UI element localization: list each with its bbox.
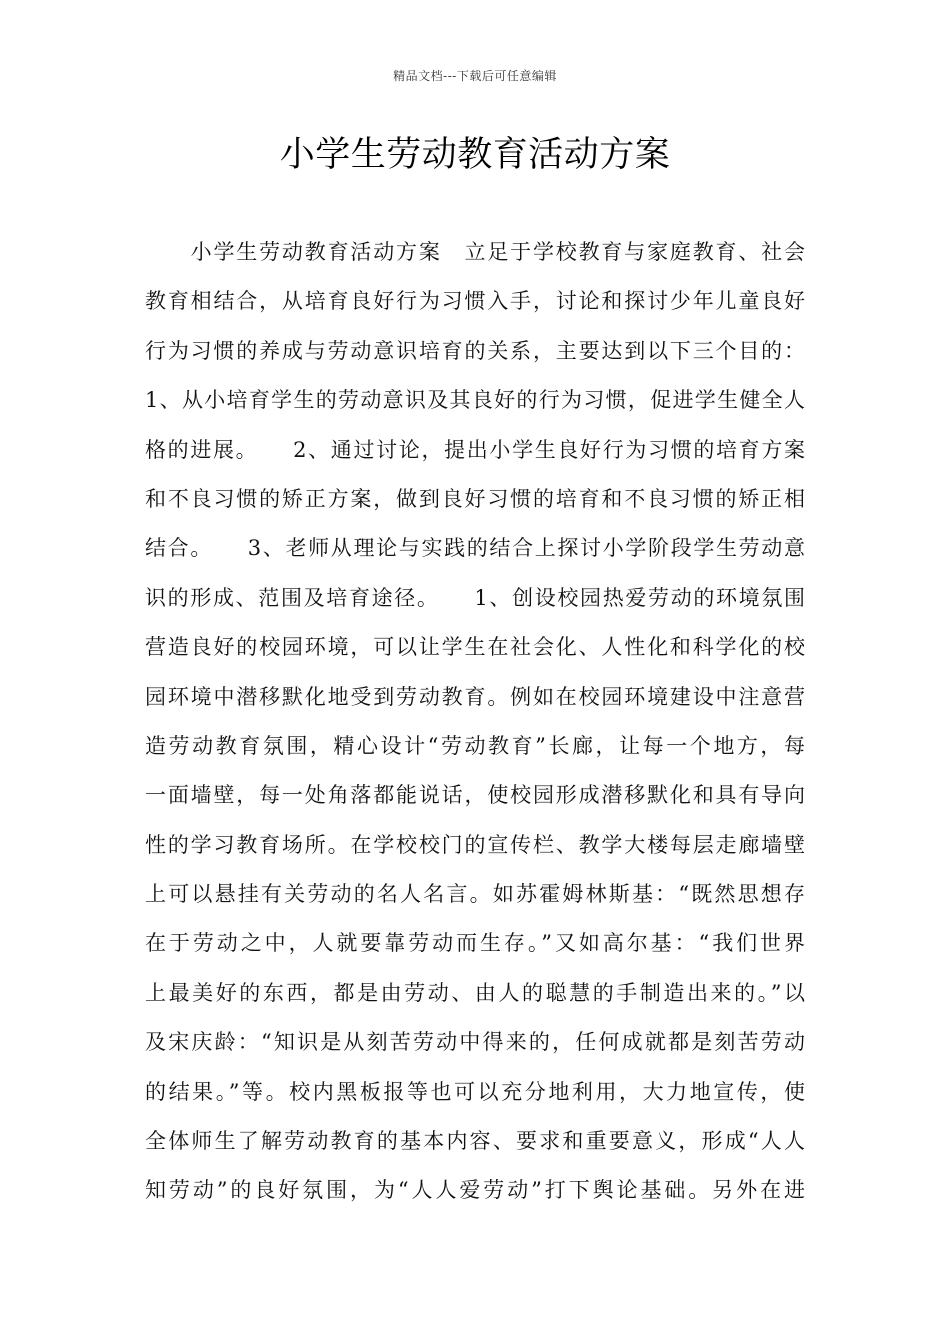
text-line: 格的进展。 2、通过讨论，提出小学生良好行为习惯的培育方案 [145, 437, 805, 462]
text-line: 在于劳动之中，人就要靠劳动而生存。”又如高尔基：“我们世界 [145, 931, 805, 956]
text-line: 结合。 3、老师从理论与实践的结合上探讨小学阶段学生劳动意 [145, 536, 805, 561]
text-line: 全体师生了解劳动教育的基本内容、要求和重要意义，形成“人人 [145, 1129, 805, 1154]
text-line: 的结果。”等。校内黑板报等也可以充分地利用，大力地宣传，使 [145, 1079, 805, 1104]
header-note: 精品文档---下载后可任意编辑 [393, 69, 557, 83]
text-line: 行为习惯的养成与劳动意识培育的关系，主要达到以下三个目的： [145, 338, 805, 363]
text-line: 上最美好的东西，都是由劳动、由人的聪慧的手制造出来的。”以 [145, 980, 805, 1005]
body-text [145, 228, 805, 1216]
text-line: 营造良好的校园环境，可以让学生在社会化、人性化和科学化的校 [145, 635, 805, 660]
text-line: 上可以悬挂有关劳动的名人名言。如苏霍姆林斯基：“既然思想存 [145, 882, 805, 907]
text-line: 造劳动教育氛围，精心设计“劳动教育”长廊，让每一个地方，每 [145, 733, 805, 758]
text-line: 和不良习惯的矫正方案，做到良好习惯的培育和不良习惯的矫正相 [145, 486, 805, 511]
text-line: 小学生劳动教育活动方案 立足于学校教育与家庭教育、社会 [145, 240, 805, 264]
text-line: 识的形成、范围及培育途径。 1、创设校园热爱劳动的环境氛围 [145, 585, 805, 610]
text-line: 园环境中潜移默化地受到劳动教育。例如在校园环境建设中注意营 [145, 684, 805, 709]
text-line: 1、从小培育学生的劳动意识及其良好的行为习惯，促进学生健全人 [145, 388, 805, 413]
text-line: 及宋庆龄：“知识是从刻苦劳动中得来的，任何成就都是刻苦劳动 [145, 1030, 805, 1055]
text-line: 教育相结合，从培育良好行为习惯入手，讨论和探讨少年儿童良好 [145, 289, 805, 314]
document-title: 小学生劳动教育活动方案 [279, 135, 671, 175]
text-line: 知劳动”的良好氛围，为“人人爱劳动”打下舆论基础。另外在进 [145, 1178, 805, 1203]
text-line: 一面墙壁，每一处角落都能说话，使校园形成潜移默化和具有导向 [145, 783, 805, 808]
text-line: 性的学习教育场所。在学校校门的宣传栏、教学大楼每层走廊墙壁 [145, 832, 805, 857]
